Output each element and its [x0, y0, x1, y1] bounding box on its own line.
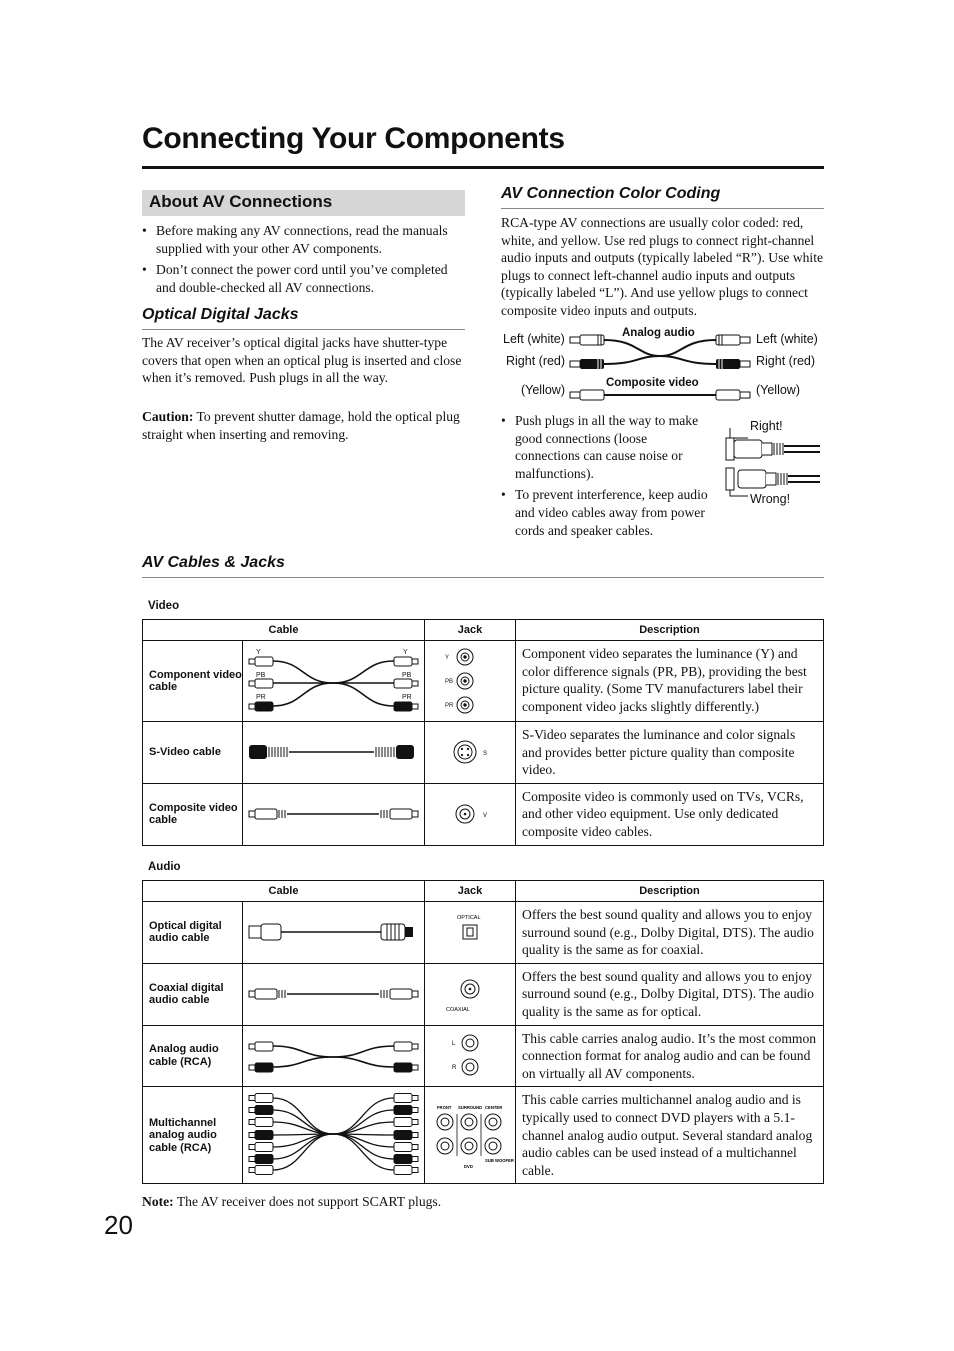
header-jack: Jack [425, 881, 516, 902]
optical-jack-illustration [425, 902, 516, 964]
video-table-header [143, 620, 824, 641]
jack-label-coaxial: COAXIAL [446, 1007, 470, 1014]
push-plugs-bullet: • Push plugs in all the way to make good connections (loose connections can cause noise or malfunctions). [501, 412, 713, 482]
title-rule [142, 166, 824, 169]
white-plug-right [716, 335, 750, 345]
caution-text: To prevent shutter damage, hold the optical plug straight when inserting and removing. [142, 409, 460, 442]
optical-caution [142, 408, 465, 443]
red-plug-right [716, 359, 750, 369]
note-label: Note: [142, 1194, 174, 1209]
about-bullet: • Before making any AV connections, read the manuals supplied with your other AV components. [142, 222, 465, 257]
cable-description: Component video separates the luminance (Y) and color difference signals (PR, PB), providing the best picture quality. (Some TV manufacturers label their component video jacks slightly differently.) [516, 641, 824, 722]
cable-name: S-Video cable [143, 722, 243, 784]
page-note [142, 1193, 441, 1211]
table-row [143, 783, 824, 845]
cable-label-pb-r: PB [402, 672, 412, 679]
cable-label-pr: PR [256, 694, 266, 701]
table-row [143, 1025, 824, 1087]
color-coding-rule [501, 208, 824, 209]
cable-label-y-r: Y [403, 649, 408, 656]
jack-label-s: S [483, 751, 488, 758]
audio-label: Audio [148, 861, 181, 873]
table-row [143, 641, 824, 722]
cable-description: Offers the best sound quality and allows you to enjoy surround sound (e.g., Dolby Digital, DTS). The audio quality is the same as for optical. [516, 963, 824, 1025]
svideo-cable-illustration [243, 722, 425, 784]
label-analog-audio: Analog audio [622, 327, 695, 339]
label-yellow-1: (Yellow) [521, 383, 566, 397]
label-composite-video: Composite video [606, 377, 699, 389]
cable-name: Composite video cable [143, 783, 243, 845]
cables-jacks-rule [142, 577, 824, 578]
interference-bullet: • To prevent interference, keep audio and video cables away from power cords and speaker cables. [501, 486, 713, 539]
jack-label-optical: OPTICAL [457, 915, 481, 922]
jack-label-v: V [483, 813, 488, 820]
label-left-white-2: Left (white) [756, 332, 818, 346]
color-coding-heading: AV Connection Color Coding [501, 185, 721, 202]
cable-description: S-Video separates the luminance and color signals and provides better picture quality than composite video. [516, 722, 824, 784]
cable-name: Component video cable [143, 641, 243, 722]
jack-label-pb: PB [445, 679, 454, 685]
cable-label-pr-r: PR [402, 694, 412, 701]
multichannel-jack-illustration [425, 1087, 516, 1184]
label-yellow-2: (Yellow) [756, 383, 801, 397]
cables-jacks-heading: AV Cables & Jacks [142, 554, 285, 571]
cable-description: Composite video is commonly used on TVs, VCRs, and other video equipment. Use only dedicated composite video cables. [516, 783, 824, 845]
composite-cable-illustration [243, 783, 425, 845]
right-label: Right! [750, 419, 783, 433]
table-row [143, 902, 824, 964]
about-bullet: • Don’t connect the power cord until you’ve completed and double-checked all AV connections. [142, 261, 465, 296]
label-right-red-1: Right (red) [506, 354, 566, 368]
video-label: Video [148, 600, 180, 612]
jack-label-subwoofer: SUB WOOFER [485, 1158, 514, 1164]
table-row [143, 722, 824, 784]
jack-label-dvd: DVD [464, 1164, 473, 1170]
optical-rule [142, 329, 465, 330]
cable-description: This cable carries analog audio. It’s the most common connection format for analog audio and can be found on virtually all AV components. [516, 1025, 824, 1087]
about-bullets [142, 222, 465, 300]
optical-cable-illustration [243, 902, 425, 964]
color-coding-body: RCA-type AV connections are usually color coded: red, white, and yellow. Use red plugs to connect right-channel audio inputs and outputs (typically labeled “R”). Use white plugs to connect left-channel audio inputs and outputs (typically labeled “L”). And use yellow plugs to connect composite video inputs and outputs. [501, 215, 824, 318]
jack-label-center: CENTER [485, 1105, 503, 1111]
label-left-white-1: Left (white) [503, 332, 565, 346]
about-heading-box [142, 190, 465, 216]
cable-name: Multichannel analog audio cable (RCA) [143, 1087, 243, 1184]
coaxial-jack-illustration [425, 963, 516, 1025]
cable-label-y: Y [256, 649, 261, 656]
plug-insertion-diagram [724, 424, 822, 500]
audio-table-header [143, 881, 824, 902]
jack-label-r: R [452, 1064, 457, 1071]
page-title: Connecting Your Components [142, 122, 565, 155]
audio-table [142, 880, 824, 1184]
component-jack-illustration [425, 641, 516, 722]
white-plug-left [570, 335, 604, 345]
header-cable: Cable [143, 881, 425, 902]
coaxial-cable-illustration [243, 963, 425, 1025]
table-row [143, 963, 824, 1025]
jack-label-l: L [452, 1040, 456, 1047]
cable-name: Optical digital audio cable [143, 902, 243, 964]
jack-label-pr: PR [445, 703, 454, 709]
color-coding-cable-diagram [568, 334, 752, 404]
label-right-red-2: Right (red) [756, 354, 816, 368]
page-number: 20 [104, 1210, 133, 1240]
cable-description: This cable carries multichannel analog audio and is typically used to connect DVD players with a 5.1-channel analog audio output. Several standard analog audio cables can be used instead of a multichannel cable. [516, 1087, 824, 1184]
cable-description: Offers the best sound quality and allows you to enjoy surround sound (e.g., Dolby Digital, DTS). The audio quality is the same as for coaxial. [516, 902, 824, 964]
header-cable: Cable [143, 620, 425, 641]
jack-label-front: FRONT [437, 1105, 452, 1111]
video-table [142, 619, 824, 846]
cable-name: Analog audio cable (RCA) [143, 1025, 243, 1087]
header-jack: Jack [425, 620, 516, 641]
jack-label-surround: SURROUND [458, 1105, 483, 1111]
about-heading: About AV Connections [149, 192, 333, 211]
composite-jack-illustration [425, 783, 516, 845]
wrong-label: Wrong! [750, 492, 791, 506]
red-plug-left [570, 359, 604, 369]
header-description: Description [516, 620, 824, 641]
multichannel-cable-illustration [243, 1087, 425, 1184]
svideo-jack-illustration [425, 722, 516, 784]
component-cable-illustration [243, 641, 425, 722]
optical-heading: Optical Digital Jacks [142, 306, 299, 323]
color-coding-bullets [501, 412, 713, 543]
caution-label: Caution: [142, 409, 194, 424]
note-text: The AV receiver does not support SCART plugs. [173, 1194, 442, 1209]
jack-label-y: Y [445, 655, 450, 661]
optical-body: The AV receiver’s optical digital jacks have shutter-type covers that open when an optical plug is inserted and close when it’s removed. Push plugs in all the way. [142, 335, 462, 386]
cable-name: Coaxial digital audio cable [143, 963, 243, 1025]
header-description: Description [516, 881, 824, 902]
analog-jack-illustration [425, 1025, 516, 1087]
analog-cable-illustration [243, 1025, 425, 1087]
table-row [143, 1087, 824, 1184]
cable-label-pb: PB [256, 672, 266, 679]
